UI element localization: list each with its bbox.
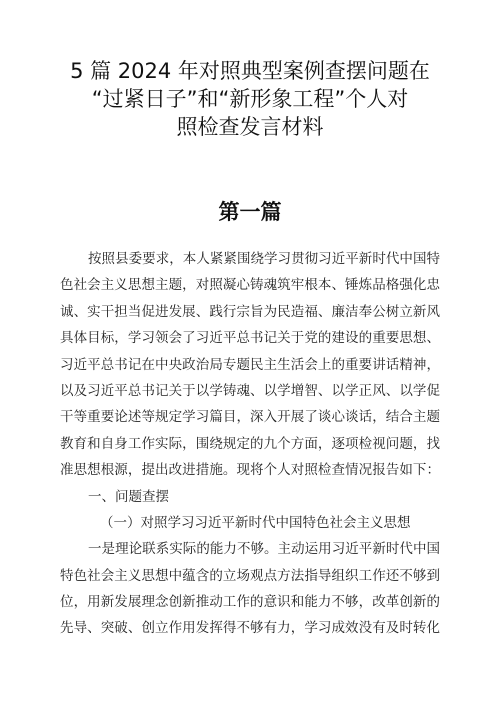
heading-problem-review: 一、问题查摆 — [88, 488, 169, 505]
document-title — [60, 57, 440, 141]
paragraph-line: 按照县委要求，本人紧紧围绕学习贯彻习近平新时代中国特 — [88, 251, 440, 267]
title-line: 5 篇 2024 年对照典型案例查摆问题在 — [70, 59, 430, 83]
paragraph-line: 准思想根源，提出改进措施。现将个人对照检查情况报告如下： — [60, 462, 440, 479]
paragraph-line: 具体目标，学习领会了习近平总书记关于党的建设的重要思想、 — [60, 330, 440, 347]
title-line: “过紧日子”和“新形象工程”个人对 — [91, 87, 409, 111]
paragraph-line: 教育和自身工作实际，围绕规定的九个方面，逐项检视问题，找 — [60, 435, 440, 452]
paragraph-line: 特色社会主义思想中蕴含的立场观点方法指导组织工作还不够到 — [60, 567, 440, 584]
document-body — [60, 246, 440, 642]
section-heading: 第一篇 — [218, 200, 282, 224]
paragraph-line: 诚、实干担当促进发展、践行宗旨为民造福、廉洁奉公树立新风 — [60, 303, 440, 320]
paragraph-line: 先导、突破、创立作用发挥得不够有力，学习成效没有及时转化 — [60, 620, 440, 637]
paragraph-line: 干等重要论述等规定学习篇目，深入开展了谈心谈话，结合主题 — [60, 409, 440, 426]
paragraph-line: 以及习近平总书记关于以学铸魂、以学增智、以学正风、以学促 — [60, 382, 440, 399]
paragraph-line: 一是理论联系实际的能力不够。主动运用习近平新时代中国 — [88, 541, 440, 558]
paragraph-line: 习近平总书记在中央政治局专题民主生活会上的重要讲话精神， — [60, 356, 440, 373]
intro-paragraph — [60, 246, 440, 484]
subheading-study-thought: （一）对照学习习近平新时代中国特色社会主义思想 — [100, 514, 411, 531]
paragraph-line: 色社会主义思想主题，对照凝心铸魂筑牢根本、锤炼品格强化忠 — [60, 277, 440, 294]
paragraph-line: 位，用新发展理念创新推动工作的意识和能力不够，改革创新的 — [60, 594, 440, 611]
title-line: 照检查发言材料 — [176, 115, 324, 139]
paragraph-theory-practice — [60, 536, 440, 642]
